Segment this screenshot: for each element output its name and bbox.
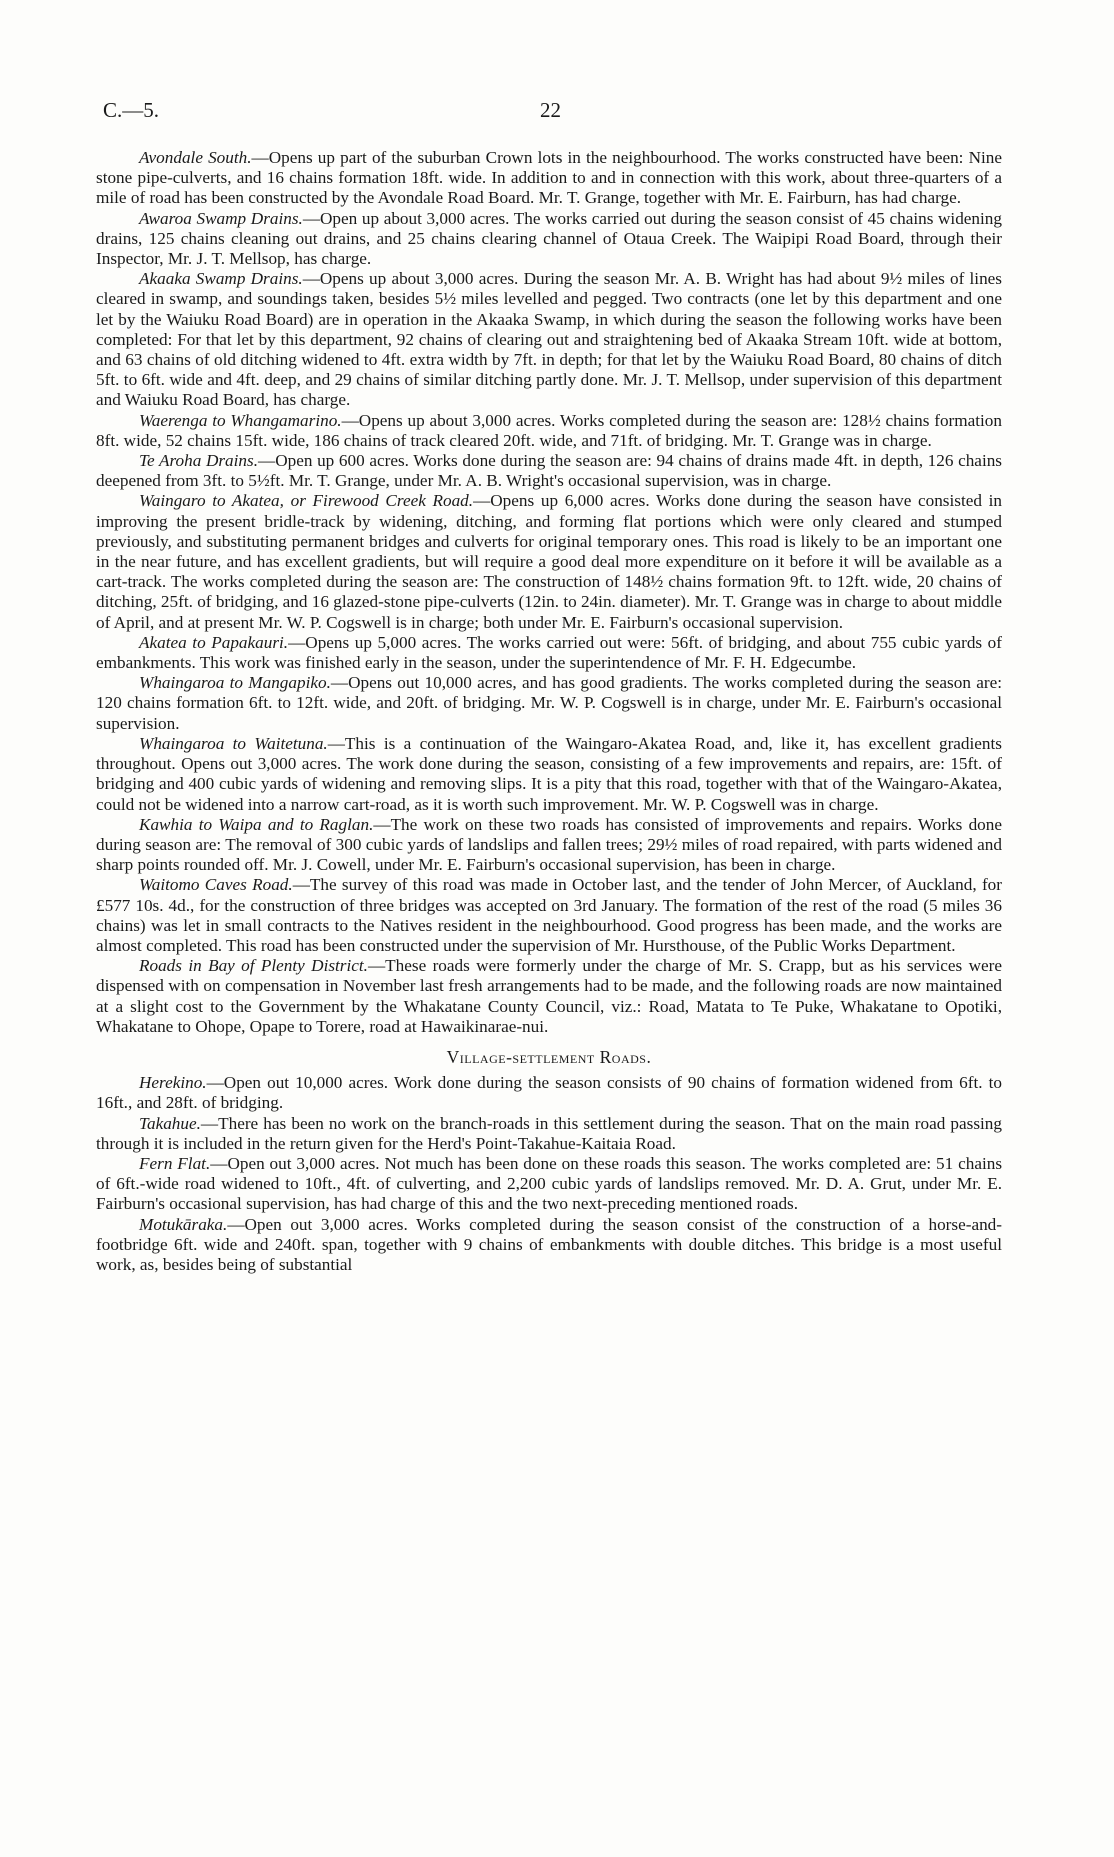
- section-heading: Village-settlement Roads.: [446, 1046, 652, 1067]
- paragraph-title: Takahue.: [139, 1113, 201, 1133]
- paragraph-title: Whaingaroa to Mangapiko.: [139, 673, 331, 693]
- paragraph: [96, 1154, 1002, 1215]
- document-body: [96, 148, 1002, 1275]
- paragraph: [96, 815, 1002, 876]
- document-reference: C.—5.: [103, 98, 160, 122]
- paragraph-text: —There has been no work on the branch-roads in this settlement during the season. That on the main road passing through it is included in the return given for the Herd's Point-Takahue-Kaitaia Road.: [96, 1113, 1002, 1153]
- paragraph-title: Waitomo Caves Road.: [139, 875, 293, 895]
- paragraph: [96, 734, 1002, 815]
- paragraph-title: Avondale South.: [139, 148, 252, 167]
- paragraph-text: —Opens up 6,000 acres. Works done during the season have consisted in improving the present bridle-track by widening, ditching, and forming flat portions which were only cleared and stumped previously, and substituting permanent bridges and culverts for original temporary ones. This road is likely to be an important one in the near future, and has excellent gradients, but will require a good deal more expenditure on it before it will be available as a cart-track. The works completed during the season are: The construction of 148½ chains formation 9ft. to 12ft. wide, 20 chains of ditching, 25ft. of bridging, and 16 glazed-stone pipe-culverts (12in. to 24in. diameter). Mr. T. Grange was in charge to about middle of April, and at present Mr. W. P. Cogswell is in charge; both under Mr. E. Fairburn's occasional supervision.: [96, 491, 1002, 632]
- paragraph-text: —Opens up about 3,000 acres. Works completed during the season are: 128½ chains formation 8ft. wide, 52 chains 15ft. wide, 186 chains of track cleared 20ft. wide, and 71ft. of bridging. Mr. T. Grange was in charge.: [96, 410, 1002, 450]
- page-header: [103, 98, 1003, 128]
- paragraph: [96, 956, 1002, 1037]
- paragraph: [96, 411, 1002, 451]
- paragraph: [96, 209, 1002, 270]
- paragraph-title: Roads in Bay of Plenty District.: [139, 956, 368, 976]
- paragraph-text: —Open up 600 acres. Works done during the season are: 94 chains of drains made 4ft. in depth, 126 chains deepened from 3ft. to 5½ft. Mr. T. Grange, under Mr. A. B. Wright's occasional supervision, was in charge.: [96, 451, 1002, 491]
- paragraph: [96, 633, 1002, 673]
- paragraph-title: Akaaka Swamp Drains.: [139, 269, 303, 289]
- paragraph-title: Te Aroha Drains.: [139, 451, 258, 471]
- paragraph-title: Awaroa Swamp Drains.: [139, 208, 303, 228]
- paragraph-text: —Opens up 5,000 acres. The works carried out were: 56ft. of bridging, and about 755 cubic yards of embankments. This work was finished early in the season, under the superintendence of Mr. F. H. Edgecumbe.: [96, 632, 1002, 673]
- paragraph: [96, 1114, 1002, 1154]
- paragraph: [96, 148, 1002, 209]
- paragraph-text: —Open up about 3,000 acres. The works carried out during the season consist of 45 chains widening drains, 125 chains cleaning out drains, and 25 chains clearing channel of Otaua Creek. The Waipipi Road Board, through their Inspector, Mr. J. T. Mellsop, has charge.: [96, 208, 1002, 269]
- paragraph-title: Motukāraka.: [139, 1214, 228, 1234]
- paragraph-text: —The work on these two roads has consisted of improvements and repairs. Works done during season are: The removal of 300 cubic yards of landslips and fallen trees; 29½ miles of road repaired, with parts widened and sharp points rounded off. Mr. J. Cowell, under Mr. E. Fairburn's occasional supervision, has been in charge.: [96, 814, 1002, 875]
- paragraph: [96, 1215, 1002, 1276]
- paragraph-text: —Opens up about 3,000 acres. During the season Mr. A. B. Wright has had about 9½ miles of lines cleared in swamp, and soundings taken, besides 5½ miles levelled and pegged. Two contracts (one let by this department and one let by the Waiuku Road Board) are in operation in the Akaaka Swamp, in which during the season the following works have been completed: For that let by this department, 92 chains of clearing out and straightening bed of Akaaka Stream 10ft. wide at bottom, and 63 chains of old ditching widened to 4ft. extra width by 7ft. in depth; for that let by the Waiuku Road Board, 80 chains of ditch 5ft. to 6ft. wide and 4ft. deep, and 29 chains of similar ditching partly done. Mr. J. T. Mellsop, under supervision of this department and Waiuku Road Board, has charge.: [96, 269, 1002, 410]
- paragraph-text: —Open out 3,000 acres. Not much has been done on these roads this season. The works completed are: 51 chains of 6ft.-wide road widened to 10ft., 4ft. of culverting, and 2,200 cubic yards of landslips removed. Mr. D. A. Grut, under Mr. E. Fairburn's occasional supervision, has had charge of this and the two next-preceding mentioned roads.: [96, 1153, 1003, 1214]
- paragraph-text: —Open out 10,000 acres. Work done during the season consists of 90 chains of formation widened from 6ft. to 16ft., and 28ft. of bridging.: [96, 1073, 1002, 1113]
- paragraph: [96, 269, 1002, 410]
- paragraph-title: Kawhia to Waipa and to Raglan.: [139, 814, 374, 834]
- paragraph: [96, 673, 1002, 734]
- paragraph-title: Herekino.: [139, 1073, 207, 1093]
- paragraph-title: Akatea to Papakauri.: [139, 632, 289, 652]
- paragraph: [96, 491, 1002, 632]
- paragraph-text: —This is a continuation of the Waingaro-Akatea Road, and, like it, has excellent gradients throughout. Opens out 3,000 acres. The work done during the season, consisting of a few improvements and repairs, are: 15ft. of bridging and 400 cubic yards of widening and removing slips. It is a pity that this road, together with that of the Waingaro-Akatea, could not be widened into a narrow cart-road, as it is worth such improvement. Mr. W. P. Cogswell was in charge.: [96, 733, 1002, 814]
- paragraph-text: —Opens out 10,000 acres, and has good gradients. The works completed during the season are: 120 chains formation 6ft. to 12ft. wide, and 20ft. of bridging. Mr. W. P. Cogswell is in charge, under Mr. E. Fairburn's occasional supervision.: [96, 673, 1002, 733]
- paragraph: [96, 875, 1002, 956]
- paragraph-title: Whaingaroa to Waitetuna.: [139, 733, 328, 753]
- paragraph-text: —Opens up part of the suburban Crown lots in the neighbourhood. The works constructed have been: Nine stone pipe-culverts, and 16 chains formation 18ft. wide. In addition to and in connection with this work, about three-quarters of a mile of road has been constructed by the Avondale Road Board. Mr. T. Grange, together with Mr. E. Fairburn, has had charge.: [96, 148, 1002, 208]
- paragraph-text: —These roads were formerly under the charge of Mr. S. Crapp, but as his services were dispensed with on compensation in November last fresh arrangements had to be made, and the following roads are now maintained at a slight cost to the Government by the Whakatane County Council, viz.: Road, Matata to Te Puke, Whakatane to Opotiki, Whakatane to Ohope, Opape to Torere, road at Hawaikinarae-nui.: [96, 956, 1002, 1036]
- paragraph-title: Waerenga to Whangamarino.: [139, 410, 342, 430]
- page-number: 22: [540, 98, 561, 122]
- paragraph: [96, 1073, 1002, 1113]
- paragraph-title: Waingaro to Akatea, or Firewood Creek Road.: [139, 491, 474, 511]
- paragraph-text: —The survey of this road was made in October last, and the tender of John Mercer, of Auckland, for £577 10s. 4d., for the construction of three bridges was accepted on 3rd January. The formation of the rest of the road (5 miles 36 chains) was let in small contracts to the Natives resident in the neighbourhood. Good progress has been made, and the works are almost completed. This road has been constructed under the supervision of Mr. Hursthouse, of the Public Works Department.: [96, 875, 1002, 955]
- paragraph-text: —Open out 3,000 acres. Works completed during the season consist of the construction of a horse-and-footbridge 6ft. wide and 240ft. span, together with 9 chains of embankments with double ditches. This bridge is a most useful work, as, besides being of substantial: [96, 1214, 1002, 1274]
- paragraph-title: Fern Flat.: [139, 1153, 211, 1173]
- paragraph: [96, 451, 1002, 491]
